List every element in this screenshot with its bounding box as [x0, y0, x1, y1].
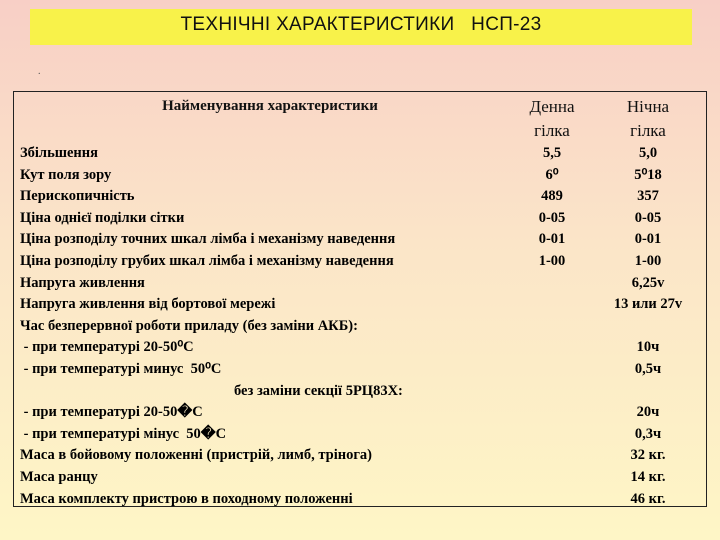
- row-label: - при температурі 20-50⁰С: [20, 339, 194, 356]
- day-value: 5,5: [542, 145, 562, 161]
- row-label: Напруга живлення: [20, 274, 145, 291]
- night-column: [600, 143, 696, 510]
- night-value: 5,0: [638, 145, 658, 161]
- row-label: Маса ранцу: [20, 468, 98, 485]
- row-label: Ціна розподілу точних шкал лімба і механізму наведення: [20, 231, 396, 248]
- label-column: [20, 143, 403, 510]
- page-title: ТЕХНІЧНІ ХАРАКТЕРИСТИКИ НСП-23: [180, 14, 542, 35]
- row-label: Збільшення: [20, 145, 98, 161]
- day-value: 0-05: [538, 209, 566, 226]
- day-value: 1-00: [538, 252, 566, 269]
- night-value: 5⁰18: [634, 166, 662, 183]
- row-label: Маса комплекту пристрою в походному положенні: [20, 490, 353, 507]
- night-value: 0,3ч: [634, 425, 662, 442]
- row-label: Ціна розподілу грубих шкал лімба і механізму наведення: [20, 252, 394, 269]
- row-label: - при температурі минус 50⁰С: [20, 360, 222, 377]
- header-night-line2: гілка: [630, 121, 666, 140]
- header-day: [512, 95, 592, 143]
- header-day-line1: Денна: [529, 97, 575, 116]
- night-value: 13 или 27v: [613, 296, 683, 313]
- header-night-line1: Нічна: [626, 97, 670, 116]
- row-label: Маса в бойовому положенні (пристрій, лимб, трінога): [20, 447, 373, 464]
- row-label: - при температурі 20-50�С: [20, 404, 203, 421]
- row-label: Перископичність: [20, 188, 135, 205]
- row-label: Ціна однієї поділки сітки: [20, 209, 185, 226]
- night-value: [600, 381, 696, 403]
- stray-dot: .: [38, 66, 41, 77]
- night-value: 6,25v: [631, 274, 665, 291]
- day-value: 0-01: [538, 231, 566, 248]
- header-day-line2: гілка: [534, 121, 570, 140]
- night-value: 357: [637, 188, 659, 205]
- row-label: - при температурі мінус 50�С: [20, 425, 227, 442]
- row-label: Кут поля зору: [20, 166, 112, 183]
- night-value: 0-05: [634, 209, 662, 226]
- header-name: Найменування характеристики: [162, 98, 378, 114]
- night-value: 0-01: [634, 231, 662, 248]
- night-value: [600, 316, 696, 338]
- night-value: 10ч: [636, 339, 660, 356]
- night-value: 0,5ч: [634, 360, 662, 377]
- night-value: 32 кг.: [630, 447, 666, 464]
- night-value: 20ч: [636, 404, 660, 421]
- title-banner: [30, 9, 692, 45]
- day-value: 489: [541, 188, 563, 205]
- night-value: 14 кг.: [630, 468, 666, 485]
- row-label: Час безперервної роботи приладу (без заміни АКБ):: [20, 317, 358, 334]
- header-night: [608, 95, 688, 143]
- night-value: 46 кг.: [630, 490, 666, 507]
- row-label: без заміни секції 5РЦ83Х:: [234, 382, 403, 399]
- row-label: Напруга живлення від бортової мережі: [20, 296, 276, 313]
- night-value: 1-00: [634, 252, 662, 269]
- day-value: 6⁰: [545, 166, 559, 183]
- day-column: [512, 143, 592, 273]
